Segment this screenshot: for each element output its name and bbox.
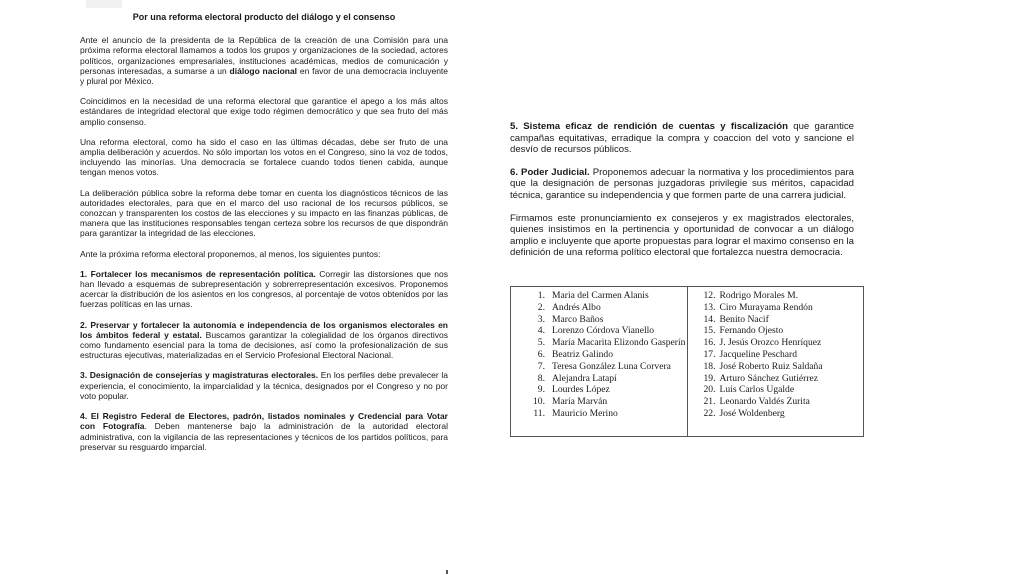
signer-name: Lorenzo Córdova Vianello bbox=[552, 325, 655, 337]
signer-number: 6. bbox=[537, 348, 545, 360]
signer-item bbox=[688, 314, 864, 326]
signer-name: María Marván bbox=[552, 396, 608, 408]
signer-item bbox=[688, 337, 864, 349]
signer-name: José Roberto Ruiz Saldaña bbox=[719, 360, 823, 372]
signer-name: Teresa González Luna Corvera bbox=[552, 360, 671, 372]
signer-name: Beatriz Galindo bbox=[552, 348, 614, 360]
intro-text-end: en favor de una democracia incluyente y plural por México. bbox=[80, 65, 449, 87]
signer-number: 13. bbox=[703, 301, 716, 313]
point-4 bbox=[80, 411, 448, 452]
signer-number: 20. bbox=[703, 384, 716, 396]
paragraph-2: Coincidimos en la necesidad de una reforma electoral que garantice el apego a los más altos estándares de integridad electoral que exige todo régimen democrático y que sea fruto del más amplio consenso. bbox=[80, 96, 448, 127]
point-4-heading: 4. El Registro Federal de Electores, padrón, listados nominales y Credencial para Votar con Fotografía bbox=[80, 411, 448, 432]
signer-item bbox=[511, 349, 687, 361]
document-title: Por una reforma electoral producto del diálogo y el consenso bbox=[132, 12, 396, 22]
signer-number: 17. bbox=[703, 348, 716, 360]
signer-name: Marco Baños bbox=[552, 313, 604, 325]
signer-item bbox=[688, 408, 864, 420]
point-1-text: Corregir las distorsiones que nos han llevado a esquemas de subrepresentación y sobrerrepresentación excesivos. Proponemos acercar la distribución de los asientos en los congresos, al porcentaje de votos obtenidos por las fuerzas políticas en las urnas. bbox=[80, 268, 448, 310]
signer-number: 19. bbox=[703, 372, 716, 384]
signer-number: 9. bbox=[537, 384, 545, 396]
signers-column-left bbox=[511, 287, 688, 436]
signer-name: Lourdes López bbox=[552, 384, 610, 396]
signer-number: 18. bbox=[703, 360, 716, 372]
signer-item bbox=[511, 373, 687, 385]
signer-name: Leonardo Valdés Zurita bbox=[719, 396, 810, 408]
signer-item bbox=[688, 349, 864, 361]
signer-number: 8. bbox=[537, 372, 545, 384]
point-4-text: . Deben mantenerse bajo la administración de la autoridad electoral administrativa, con la vigilancia de las representaciones y técnicos de los partidos políticos, para preservar su resguardo imparcial. bbox=[80, 421, 449, 452]
signer-number: 16. bbox=[703, 337, 716, 349]
closing-paragraph: Firmamos este pronunciamiento ex consejeros y ex magistrados electorales, quienes insistimos en la pertinencia y oportunidad de convocar a un diálogo amplio e incluyente que aporte propuestas para lograr el maximo consenso en la definición de una reforma político electoral que fortalezca nuestra democracia. bbox=[510, 212, 854, 259]
point-3 bbox=[80, 370, 448, 401]
signer-name: J. Jesús Orozco Henríquez bbox=[719, 337, 822, 349]
signer-name: María Macarita Elizondo Gasperín bbox=[552, 337, 686, 349]
signer-name: Rodrigo Morales M. bbox=[719, 290, 799, 301]
signer-number: 14. bbox=[703, 313, 716, 325]
signer-number: 15. bbox=[703, 325, 716, 337]
signers-column-right bbox=[688, 287, 864, 436]
signer-item bbox=[511, 337, 687, 349]
signer-item bbox=[511, 325, 687, 337]
signer-item bbox=[511, 408, 687, 420]
point-2-text: Buscamos garantizar la colegialidad de los órganos directivos como fundamento esencial para la toma de decisiones, así como la profesionalización de sus estructuras ejecutivas, materializadas en el Servicio Profesional Electoral Nacional. bbox=[80, 329, 448, 361]
signer-number: 5. bbox=[537, 337, 545, 349]
paragraph-4: La deliberación pública sobre la reforma debe tomar en cuenta los diagnósticos técnicos de las autoridades electorales, para que en el marco del uso racional de los recursos públicos, se conozcan y transparenten los costos de las elecciones y su impacto en las finanzas públicas, de manera que las instituciones responsables tengan certeza sobre los recursos de que dispondrán para garantizar la integridad de las elecciones. bbox=[80, 187, 448, 239]
signer-name: Benito Nacif bbox=[719, 313, 769, 325]
signer-number: 3. bbox=[537, 313, 545, 325]
signer-number: 12. bbox=[703, 290, 716, 301]
signer-item bbox=[688, 302, 864, 314]
point-2 bbox=[80, 320, 448, 361]
signer-item bbox=[688, 373, 864, 385]
signer-item bbox=[511, 290, 687, 302]
point-5 bbox=[510, 121, 854, 156]
point-3-heading: 3. Designación de consejerías y magistraturas electorales. bbox=[80, 370, 319, 381]
signer-item bbox=[688, 290, 864, 302]
signer-number: 21. bbox=[703, 396, 716, 408]
signer-item bbox=[688, 325, 864, 337]
paragraph-5: Ante la próxima reforma electoral proponemos, al menos, los siguientes puntos: bbox=[80, 248, 381, 259]
signer-item bbox=[688, 396, 864, 408]
signer-item bbox=[511, 314, 687, 326]
intro-text: Ante el anuncio de la presidenta de la República de la creación de una Comisión para una próxima reforma electoral llamamos a todos los grupos y organizaciones de la sociedad, actores políticos, organizaciones empresariales, instituciones académicas, medios de comunicación y personas interesadas, a sumarse a un bbox=[80, 35, 448, 76]
signer-number: 10. bbox=[533, 396, 545, 408]
page-mark bbox=[446, 570, 448, 574]
signer-name: Alejandra Latapí bbox=[552, 372, 617, 384]
point-6-heading: 6. Poder Judicial. bbox=[510, 166, 590, 178]
point-1-heading: 1. Fortalecer los mecanismos de representación política. bbox=[80, 268, 316, 279]
signer-name: Andrés Albo bbox=[552, 301, 601, 313]
right-column bbox=[510, 121, 854, 270]
signer-number: 7. bbox=[537, 360, 545, 372]
point-5-heading: 5. Sistema eficaz de rendición de cuentas y fiscalización bbox=[510, 121, 788, 132]
point-6 bbox=[510, 167, 854, 202]
point-2-heading: 2. Preservar y fortalecer la autonomía e independencia de los organismos electorales en los ámbitos federal y estatal. bbox=[80, 319, 448, 340]
signer-name: Mauricio Merino bbox=[552, 407, 618, 419]
signer-number: 11. bbox=[533, 407, 545, 419]
intro-paragraph bbox=[80, 35, 448, 86]
point-6-text: Proponemos adecuar la normativa y los procedimientos para que la designación de personas juzgadoras privilegie sus méritos, capacidad técnica, garantice su independencia y que formen parte de una carrera judicial. bbox=[510, 166, 854, 201]
signer-number: 2. bbox=[537, 301, 545, 313]
paragraph-3: Una reforma electoral, como ha sido el caso en las últimas décadas, debe ser fruto de una amplia deliberación y acuerdos. No sólo importan los votos en el Congreso, sino la voz de todos, incluyendo las minorías. Una democracia se fortalece cuando todos tienen cabida, aunque tengan menos votos. bbox=[80, 136, 448, 178]
signer-item bbox=[511, 361, 687, 373]
signer-item bbox=[511, 384, 687, 396]
signer-name: Luis Carlos Ugalde bbox=[719, 384, 795, 396]
signer-item bbox=[511, 396, 687, 408]
signer-item bbox=[688, 361, 864, 373]
signer-name: Ciro Murayama Rendón bbox=[719, 301, 813, 313]
signer-name: Jacqueline Peschard bbox=[719, 348, 798, 360]
signers-table bbox=[510, 286, 864, 437]
signer-number: 1. bbox=[537, 290, 545, 301]
signer-name: Maria del Carmen Alanis bbox=[552, 290, 649, 301]
signer-name: Fernando Ojesto bbox=[719, 325, 784, 337]
point-3-text: En los perfiles debe prevalecer la experiencia, el conocimiento, la imparcialidad y la técnica, designados por el Congreso y no por voto popular. bbox=[80, 370, 448, 401]
signer-name: José Woldenberg bbox=[719, 407, 785, 419]
signer-name: Arturo Sánchez Gutiérrez bbox=[719, 372, 819, 384]
signer-number: 22. bbox=[703, 407, 716, 419]
signer-number: 4. bbox=[537, 325, 545, 337]
signer-item bbox=[511, 302, 687, 314]
point-1 bbox=[80, 269, 448, 310]
left-column bbox=[80, 12, 448, 462]
point-5-text: que garantice campañas equitativas, erradique la compra y coaccion del voto y sancione el desvío de recursos públicos. bbox=[510, 121, 854, 156]
signer-item bbox=[688, 384, 864, 396]
intro-emphasis: diálogo nacional bbox=[229, 65, 298, 76]
corner-mark bbox=[86, 0, 122, 8]
